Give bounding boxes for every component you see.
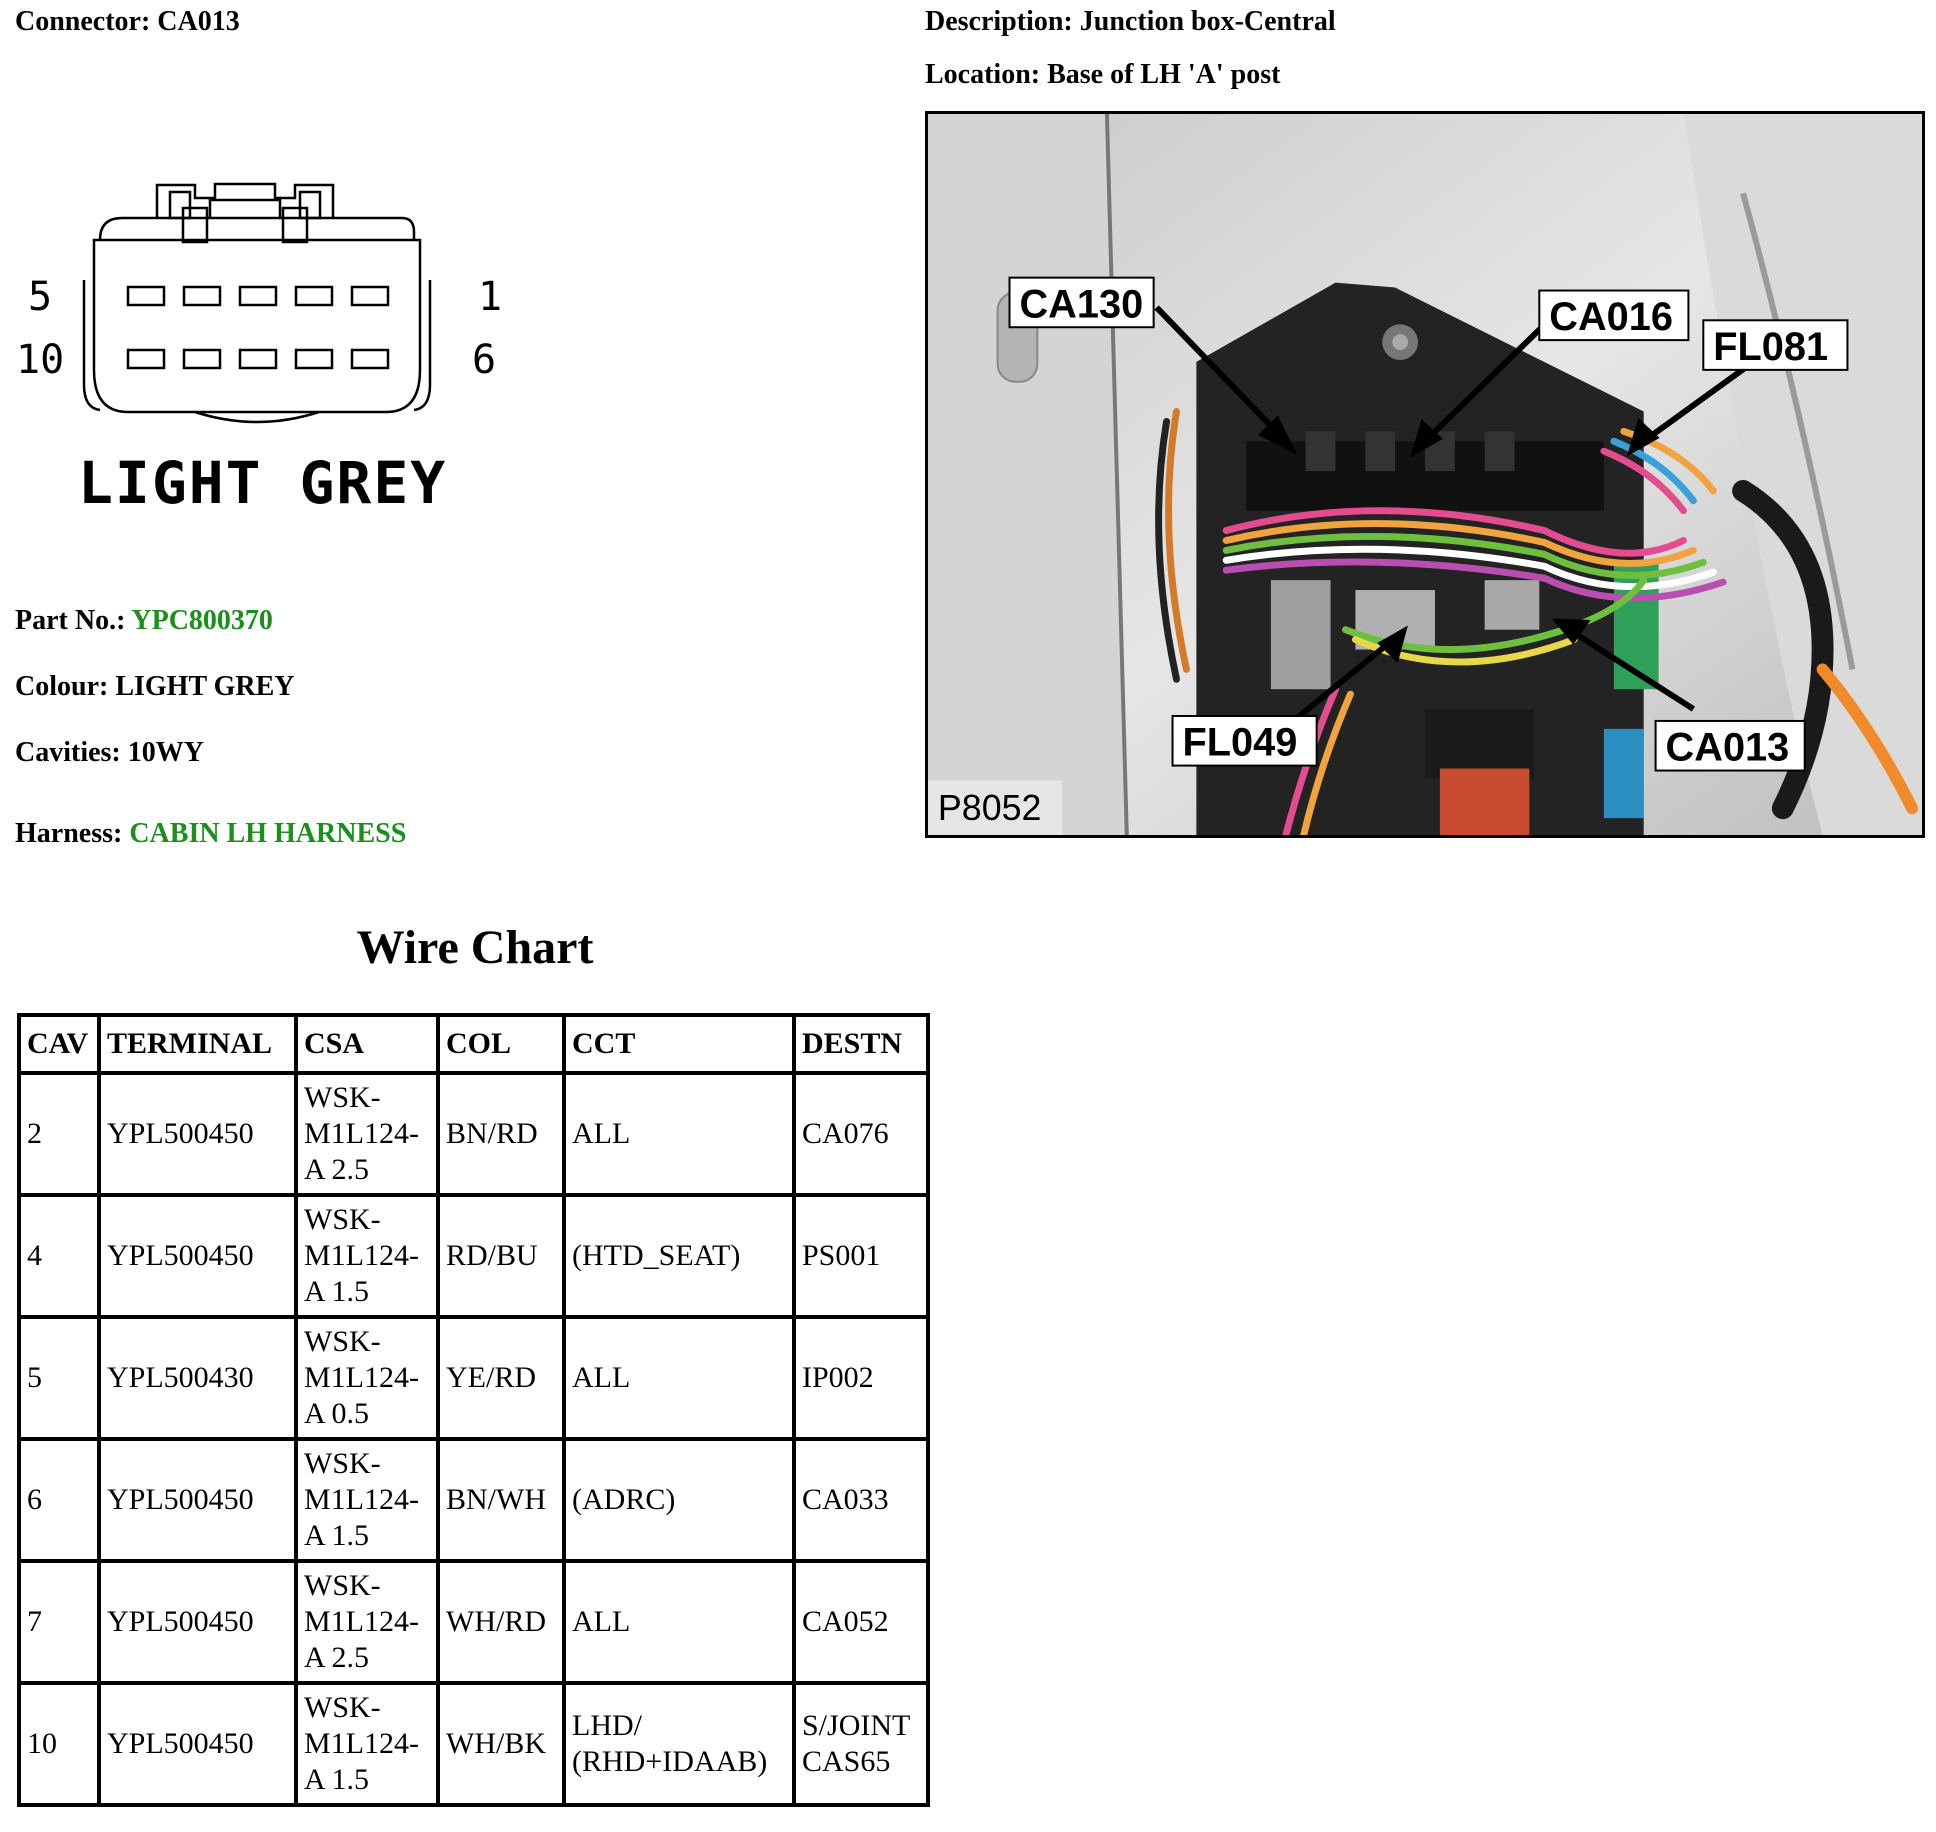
- cct-line: (ADRC): [572, 1483, 676, 1516]
- table-row: [19, 1317, 928, 1439]
- cell-destn: [794, 1439, 928, 1561]
- cell-destn: [794, 1683, 928, 1805]
- cell-cct: [564, 1439, 794, 1561]
- header-csa: CSA: [296, 1015, 438, 1073]
- csa-line: A 1.5: [304, 1763, 370, 1796]
- cell-cct: [564, 1317, 794, 1439]
- destn-line: PS001: [802, 1239, 881, 1272]
- csa-line: A 1.5: [304, 1275, 370, 1308]
- destn-line: CA052: [802, 1605, 889, 1638]
- destn-line: S/JOINT: [802, 1709, 911, 1742]
- table-header-row: [19, 1015, 928, 1073]
- cavities-line: [15, 737, 204, 769]
- cell-csa: [296, 1073, 438, 1195]
- csa-line: WSK-: [304, 1325, 381, 1358]
- csa-line: M1L124-: [304, 1361, 419, 1394]
- cell-csa: [296, 1317, 438, 1439]
- description-value: Junction box-Central: [1079, 6, 1336, 37]
- header-col: COL: [438, 1015, 564, 1073]
- cell-terminal: YPL500430: [99, 1317, 296, 1439]
- csa-line: M1L124-: [304, 1605, 419, 1638]
- destn-line: IP002: [802, 1361, 874, 1394]
- connector-line: [15, 6, 240, 38]
- cell-terminal: YPL500450: [99, 1439, 296, 1561]
- location-label: Location:: [925, 59, 1041, 90]
- pin-10-label: 10: [16, 337, 65, 383]
- cell-terminal: YPL500450: [99, 1073, 296, 1195]
- csa-line: WSK-: [304, 1447, 381, 1480]
- cell-col: YE/RD: [438, 1317, 564, 1439]
- cell-terminal: YPL500450: [99, 1561, 296, 1683]
- cct-line: ALL: [572, 1361, 631, 1394]
- csa-line: A 1.5: [304, 1519, 370, 1552]
- part-no-link[interactable]: YPC800370: [131, 605, 273, 636]
- cell-col: BN/RD: [438, 1073, 564, 1195]
- table-row: [19, 1683, 928, 1805]
- wire-chart-title: Wire Chart: [356, 921, 594, 974]
- callout-ca016: CA016: [1549, 295, 1673, 340]
- cell-cct: [564, 1073, 794, 1195]
- callout-fl049: FL049: [1182, 720, 1298, 765]
- colour-label: Colour:: [15, 671, 109, 702]
- cavities-value: 10WY: [127, 737, 204, 768]
- csa-line: A 2.5: [304, 1641, 370, 1674]
- pin-1-label: 1: [478, 274, 503, 320]
- destn-line: CA076: [802, 1117, 889, 1150]
- cell-cav: 2: [19, 1073, 99, 1195]
- cell-cct: [564, 1195, 794, 1317]
- location-line: [925, 59, 1280, 91]
- cell-cav: 4: [19, 1195, 99, 1317]
- cell-cav: 7: [19, 1561, 99, 1683]
- destn-line: CA033: [802, 1483, 889, 1516]
- colour-line: [15, 671, 295, 703]
- harness-line: [15, 818, 406, 850]
- cell-csa: [296, 1561, 438, 1683]
- cell-destn: [794, 1561, 928, 1683]
- cell-terminal: YPL500450: [99, 1195, 296, 1317]
- colour-caption: LIGHT GREY: [78, 449, 448, 517]
- cct-line: LHD/: [572, 1709, 642, 1742]
- cell-col: RD/BU: [438, 1195, 564, 1317]
- csa-line: M1L124-: [304, 1239, 419, 1272]
- csa-line: WSK-: [304, 1081, 381, 1114]
- header-cav: CAV: [19, 1015, 99, 1073]
- cell-csa: [296, 1683, 438, 1805]
- header-terminal: TERMINAL: [99, 1015, 296, 1073]
- table-row: [19, 1439, 928, 1561]
- location-photo: [925, 111, 1925, 838]
- csa-line: A 2.5: [304, 1153, 370, 1186]
- description-line: [925, 6, 1336, 38]
- csa-line: M1L124-: [304, 1727, 419, 1760]
- location-value: Base of LH 'A' post: [1047, 59, 1281, 90]
- cell-col: WH/BK: [438, 1683, 564, 1805]
- cct-line: ALL: [572, 1117, 631, 1150]
- header-destn: DESTN: [794, 1015, 928, 1073]
- csa-line: M1L124-: [304, 1117, 419, 1150]
- photo-reference: P8052: [937, 788, 1042, 829]
- cell-cav: 6: [19, 1439, 99, 1561]
- cct-line: (HTD_SEAT): [572, 1239, 741, 1272]
- cell-csa: [296, 1439, 438, 1561]
- csa-line: WSK-: [304, 1569, 381, 1602]
- table-row: [19, 1561, 928, 1683]
- cell-destn: [794, 1073, 928, 1195]
- connector-label: Connector:: [15, 6, 151, 37]
- pin-5-label: 5: [28, 274, 53, 320]
- callout-ca130: CA130: [1019, 282, 1144, 327]
- csa-line: M1L124-: [304, 1483, 419, 1516]
- cell-cct: [564, 1561, 794, 1683]
- connector-face-diagram: [10, 170, 510, 530]
- cell-cct: [564, 1683, 794, 1805]
- cell-destn: [794, 1317, 928, 1439]
- description-label: Description:: [925, 6, 1073, 37]
- cell-col: BN/WH: [438, 1439, 564, 1561]
- pin-6-label: 6: [472, 337, 497, 383]
- callout-fl081: FL081: [1713, 324, 1829, 369]
- part-no-line: [15, 605, 273, 637]
- connector-value: CA013: [157, 6, 240, 37]
- csa-line: WSK-: [304, 1691, 381, 1724]
- part-no-label: Part No.:: [15, 605, 126, 636]
- cell-destn: [794, 1195, 928, 1317]
- table-row: [19, 1073, 928, 1195]
- harness-link[interactable]: CABIN LH HARNESS: [129, 818, 407, 849]
- cell-csa: [296, 1195, 438, 1317]
- csa-line: A 0.5: [304, 1397, 370, 1430]
- destn-line: CAS65: [802, 1745, 891, 1778]
- harness-label: Harness:: [15, 818, 123, 849]
- wire-chart-table: [17, 1013, 930, 1807]
- colour-value: LIGHT GREY: [115, 671, 295, 702]
- cell-cav: 10: [19, 1683, 99, 1805]
- table-row: [19, 1195, 928, 1317]
- header-cct: CCT: [564, 1015, 794, 1073]
- cell-terminal: YPL500450: [99, 1683, 296, 1805]
- cell-col: WH/RD: [438, 1561, 564, 1683]
- csa-line: WSK-: [304, 1203, 381, 1236]
- cct-line: ALL: [572, 1605, 631, 1638]
- cct-line: (RHD+IDAAB): [572, 1745, 768, 1778]
- callout-ca013: CA013: [1665, 725, 1790, 770]
- cell-cav: 5: [19, 1317, 99, 1439]
- cavities-label: Cavities:: [15, 737, 121, 768]
